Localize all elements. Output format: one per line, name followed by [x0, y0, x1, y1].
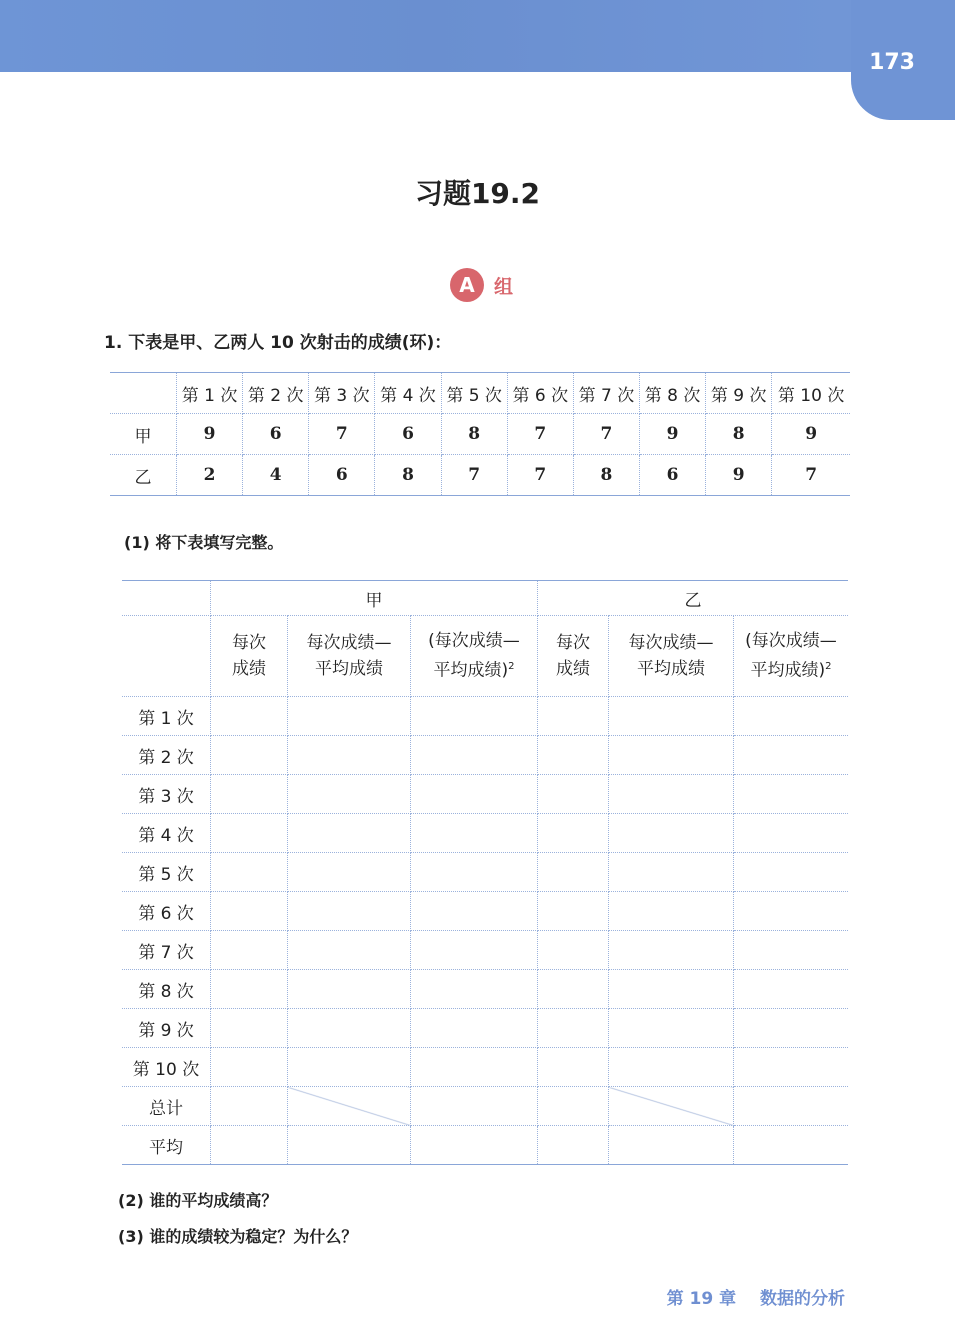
group-label: 组	[494, 276, 514, 298]
blank-cell	[411, 970, 538, 1009]
column-header: 第 7 次	[573, 373, 639, 414]
blank-cell	[609, 736, 734, 775]
fill-header-row-2	[122, 616, 848, 697]
blank-cell	[211, 892, 288, 931]
score-cell: 4	[243, 455, 309, 496]
score-cell: 8	[441, 414, 507, 455]
header-line: 每次成绩—	[628, 633, 714, 653]
fill-row	[122, 697, 848, 736]
header-line: (每次成绩—	[428, 631, 520, 652]
superscript: 2	[508, 661, 515, 673]
chapter-title: 数据的分析	[760, 1289, 845, 1309]
blank-cell	[538, 1087, 609, 1126]
score-cell: 8	[375, 455, 441, 496]
score-cell: 9	[177, 414, 243, 455]
blank-cell	[734, 1126, 849, 1165]
header-band	[0, 0, 955, 72]
score-col-header	[538, 616, 609, 697]
row-label: 第 9 次	[122, 1009, 211, 1048]
blank-cell	[538, 853, 609, 892]
blank-cell	[411, 697, 538, 736]
blank-cell	[609, 853, 734, 892]
blank-cell	[211, 1087, 288, 1126]
corner-cell	[122, 616, 211, 697]
part-2-text: (2) 谁的平均成绩高？	[118, 1191, 278, 1210]
score-cell: 2	[177, 455, 243, 496]
header-line: 平均成绩)	[433, 660, 509, 681]
page-number: 173	[869, 50, 915, 75]
chapter-number: 第 19 章	[666, 1289, 737, 1309]
blank-cell	[609, 1009, 734, 1048]
blank-cell	[538, 1048, 609, 1087]
blank-cell	[538, 1009, 609, 1048]
blank-cell	[211, 1048, 288, 1087]
blank-cell	[538, 970, 609, 1009]
row-label: 总计	[122, 1087, 211, 1126]
sq-col-header	[734, 616, 849, 697]
superscript: 2	[825, 661, 832, 673]
corner-cell	[110, 373, 177, 414]
blank-cell	[734, 1009, 849, 1048]
diff-col-header	[288, 616, 411, 697]
fill-row	[122, 814, 848, 853]
fill-table	[122, 580, 848, 1165]
score-cell: 7	[573, 414, 639, 455]
blank-cell	[288, 853, 411, 892]
diff-col-header	[609, 616, 734, 697]
blank-cell	[538, 1126, 609, 1165]
header-line: 每次成绩—	[306, 633, 392, 653]
score-cell: 8	[706, 414, 772, 455]
fill-header-row-1	[122, 581, 848, 616]
fill-row	[122, 970, 848, 1009]
blank-cell	[411, 1048, 538, 1087]
blank-cell	[734, 853, 849, 892]
blank-cell	[734, 931, 849, 970]
row-label: 第 5 次	[122, 853, 211, 892]
blank-cell	[538, 775, 609, 814]
score-cell: 9	[772, 414, 850, 455]
fill-row	[122, 775, 848, 814]
page-footer	[649, 1284, 845, 1309]
slashed-cell	[609, 1087, 734, 1126]
blank-cell	[734, 892, 849, 931]
header-line: 平均成绩	[637, 659, 705, 679]
blank-cell	[288, 1009, 411, 1048]
blank-cell	[411, 853, 538, 892]
score-cell: 9	[706, 455, 772, 496]
blank-cell	[288, 697, 411, 736]
blank-cell	[211, 1126, 288, 1165]
blank-cell	[609, 697, 734, 736]
header-line: 平均成绩	[315, 659, 383, 679]
row-label: 乙	[110, 455, 177, 496]
column-header: 第 4 次	[375, 373, 441, 414]
blank-cell	[609, 931, 734, 970]
blank-cell	[411, 931, 538, 970]
blank-cell	[288, 1048, 411, 1087]
blank-cell	[734, 1087, 849, 1126]
header-line: 成绩	[232, 659, 266, 679]
blank-cell	[609, 1126, 734, 1165]
fill-row	[122, 736, 848, 775]
row-label: 第 7 次	[122, 931, 211, 970]
blank-cell	[288, 736, 411, 775]
blank-cell	[609, 1048, 734, 1087]
blank-cell	[609, 814, 734, 853]
score-col-header	[211, 616, 288, 697]
score-table	[110, 372, 850, 496]
fill-row	[122, 1009, 848, 1048]
question-1-text: 1. 下表是甲、乙两人 10 次射击的成绩(环)：	[104, 333, 452, 353]
row-label: 第 1 次	[122, 697, 211, 736]
fill-row-average	[122, 1126, 848, 1165]
blank-cell	[211, 775, 288, 814]
blank-cell	[411, 1126, 538, 1165]
blank-cell	[288, 970, 411, 1009]
blank-cell	[288, 931, 411, 970]
blank-cell	[211, 970, 288, 1009]
blank-cell	[211, 853, 288, 892]
fill-row-total	[122, 1087, 848, 1126]
score-row-a	[110, 414, 850, 455]
header-line: 每次	[556, 633, 590, 653]
blank-cell	[411, 1087, 538, 1126]
score-cell: 7	[441, 455, 507, 496]
column-header: 第 9 次	[706, 373, 772, 414]
score-cell: 6	[309, 455, 375, 496]
blank-cell	[411, 736, 538, 775]
blank-cell	[288, 814, 411, 853]
blank-cell	[411, 892, 538, 931]
column-header: 第 2 次	[243, 373, 309, 414]
blank-cell	[538, 736, 609, 775]
blank-cell	[411, 1009, 538, 1048]
score-cell: 7	[507, 414, 573, 455]
blank-cell	[609, 892, 734, 931]
blank-cell	[211, 814, 288, 853]
column-header: 第 8 次	[639, 373, 705, 414]
score-cell: 7	[309, 414, 375, 455]
header-line: 成绩	[556, 659, 590, 679]
score-row-b	[110, 455, 850, 496]
fill-row	[122, 853, 848, 892]
blank-cell	[288, 775, 411, 814]
column-header: 第 10 次	[772, 373, 850, 414]
row-label: 平均	[122, 1126, 211, 1165]
blank-cell	[411, 775, 538, 814]
person-b-header: 乙	[538, 581, 849, 616]
blank-cell	[411, 814, 538, 853]
blank-cell	[609, 775, 734, 814]
group-badge: A	[450, 268, 484, 302]
row-label: 第 3 次	[122, 775, 211, 814]
row-label: 甲	[110, 414, 177, 455]
corner-cell	[122, 581, 211, 616]
column-header: 第 5 次	[441, 373, 507, 414]
blank-cell	[734, 1048, 849, 1087]
slashed-cell	[288, 1087, 411, 1126]
column-header: 第 6 次	[507, 373, 573, 414]
row-label: 第 8 次	[122, 970, 211, 1009]
score-cell: 8	[573, 455, 639, 496]
fill-row	[122, 931, 848, 970]
part-3-text: (3) 谁的成绩较为稳定？为什么？	[118, 1227, 358, 1246]
row-label: 第 10 次	[122, 1048, 211, 1087]
blank-cell	[538, 697, 609, 736]
blank-cell	[734, 775, 849, 814]
person-a-header: 甲	[211, 581, 538, 616]
score-cell: 7	[772, 455, 850, 496]
header-line: (每次成绩—	[745, 631, 837, 652]
score-cell: 7	[507, 455, 573, 496]
blank-cell	[211, 736, 288, 775]
blank-cell	[734, 814, 849, 853]
blank-cell	[538, 814, 609, 853]
header-line: 平均成绩)	[750, 660, 826, 681]
score-cell: 6	[639, 455, 705, 496]
row-label: 第 6 次	[122, 892, 211, 931]
page-title: 习题19.2	[414, 177, 541, 210]
blank-cell	[288, 1126, 411, 1165]
blank-cell	[734, 970, 849, 1009]
score-cell: 6	[243, 414, 309, 455]
blank-cell	[538, 931, 609, 970]
column-header: 第 1 次	[177, 373, 243, 414]
column-header: 第 3 次	[309, 373, 375, 414]
row-label: 第 4 次	[122, 814, 211, 853]
fill-row	[122, 1048, 848, 1087]
blank-cell	[538, 892, 609, 931]
blank-cell	[609, 970, 734, 1009]
row-label: 第 2 次	[122, 736, 211, 775]
score-cell: 9	[639, 414, 705, 455]
score-header-row	[110, 373, 850, 414]
blank-cell	[211, 697, 288, 736]
blank-cell	[288, 892, 411, 931]
blank-cell	[734, 736, 849, 775]
header-line: 每次	[232, 633, 266, 653]
blank-cell	[734, 697, 849, 736]
score-cell: 6	[375, 414, 441, 455]
fill-row	[122, 892, 848, 931]
blank-cell	[211, 1009, 288, 1048]
blank-cell	[211, 931, 288, 970]
sq-col-header	[411, 616, 538, 697]
part-1-text: (1) 将下表填写完整。	[124, 533, 284, 552]
